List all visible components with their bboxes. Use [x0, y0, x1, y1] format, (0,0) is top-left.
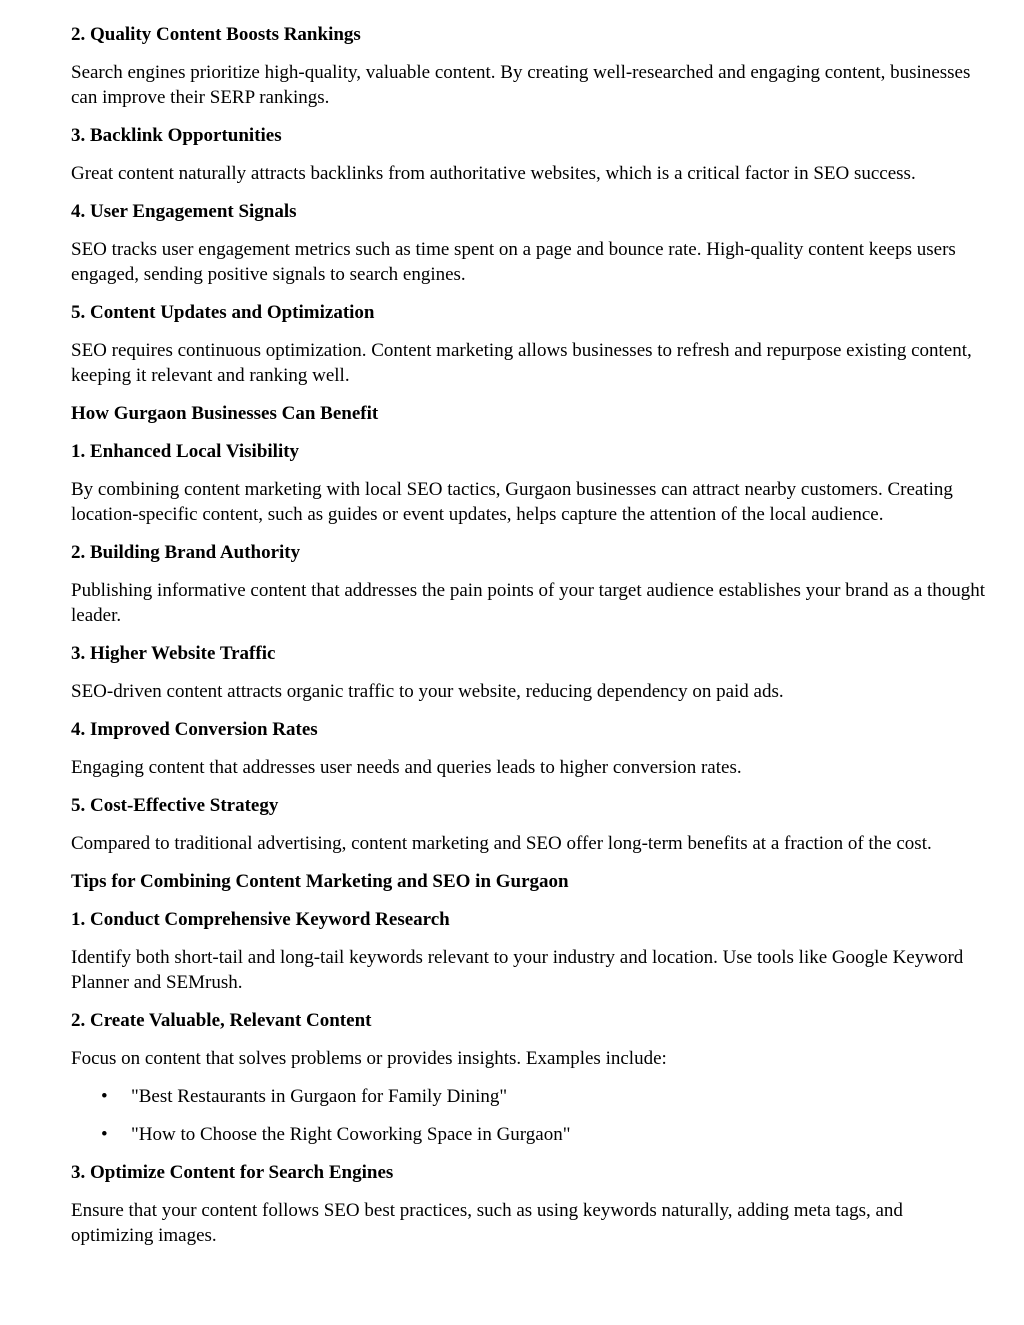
section-heading: 5. Cost-Effective Strategy: [71, 795, 279, 816]
paragraph: SEO-driven content attracts organic traffic to your website, reducing dependency on paid ads.: [71, 681, 784, 702]
list-item-text: "Best Restaurants in Gurgaon for Family Dining": [131, 1086, 508, 1107]
section-heading: 2. Create Valuable, Relevant Content: [71, 1010, 372, 1031]
paragraph: Engaging content that addresses user needs and queries leads to higher conversion rates.: [71, 757, 742, 778]
paragraph: SEO tracks user engagement metrics such as time spent on a page and bounce rate. High-quality content keeps users engaged, sending positive signals to search engines.: [71, 239, 956, 285]
section-heading: Tips for Combining Content Marketing and SEO in Gurgaon: [71, 871, 569, 892]
paragraph: Ensure that your content follows SEO best practices, such as using keywords naturally, adding meta tags, and optimizing images.: [71, 1200, 903, 1246]
list-item: [71, 1084, 986, 1109]
paragraph: Identify both short-tail and long-tail keywords relevant to your industry and location. Use tools like Google Keyword Planner and SEMrush.: [71, 947, 964, 993]
section-heading: 4. Improved Conversion Rates: [71, 719, 318, 740]
section-heading: 5. Content Updates and Optimization: [71, 302, 375, 323]
paragraph: Search engines prioritize high-quality, valuable content. By creating well-researched and engaging content, businesses can improve their SERP rankings.: [71, 62, 971, 108]
bullet-list: [71, 1084, 986, 1147]
paragraph: Compared to traditional advertising, content marketing and SEO offer long-term benefits at a fraction of the cost.: [71, 833, 932, 854]
list-item-text: "How to Choose the Right Coworking Space in Gurgaon": [131, 1124, 571, 1145]
section-heading: 1. Conduct Comprehensive Keyword Research: [71, 909, 450, 930]
paragraph: Great content naturally attracts backlinks from authoritative websites, which is a critical factor in SEO success.: [71, 163, 916, 184]
section-heading: 2. Building Brand Authority: [71, 542, 301, 563]
section-heading: 2. Quality Content Boosts Rankings: [71, 24, 361, 45]
paragraph: Focus on content that solves problems or provides insights. Examples include:: [71, 1048, 667, 1069]
section-heading: 3. Optimize Content for Search Engines: [71, 1162, 394, 1183]
paragraph: SEO requires continuous optimization. Content marketing allows businesses to refresh and repurpose existing content, keeping it relevant and ranking well.: [71, 340, 972, 386]
section-heading: How Gurgaon Businesses Can Benefit: [71, 403, 379, 424]
paragraph: By combining content marketing with local SEO tactics, Gurgaon businesses can attract nearby customers. Creating location-specific content, such as guides or event updates, helps capture the attention of the local audience.: [71, 479, 953, 525]
section-heading: 3. Higher Website Traffic: [71, 643, 276, 664]
document-body: [71, 22, 986, 1261]
section-heading: 4. User Engagement Signals: [71, 201, 297, 222]
section-heading: 1. Enhanced Local Visibility: [71, 441, 300, 462]
section-heading: 3. Backlink Opportunities: [71, 125, 282, 146]
bullet-icon: •: [101, 1086, 108, 1107]
paragraph: Publishing informative content that addresses the pain points of your target audience establishes your brand as a thought leader.: [71, 580, 986, 626]
bullet-icon: •: [101, 1124, 108, 1145]
list-item: [71, 1122, 986, 1147]
